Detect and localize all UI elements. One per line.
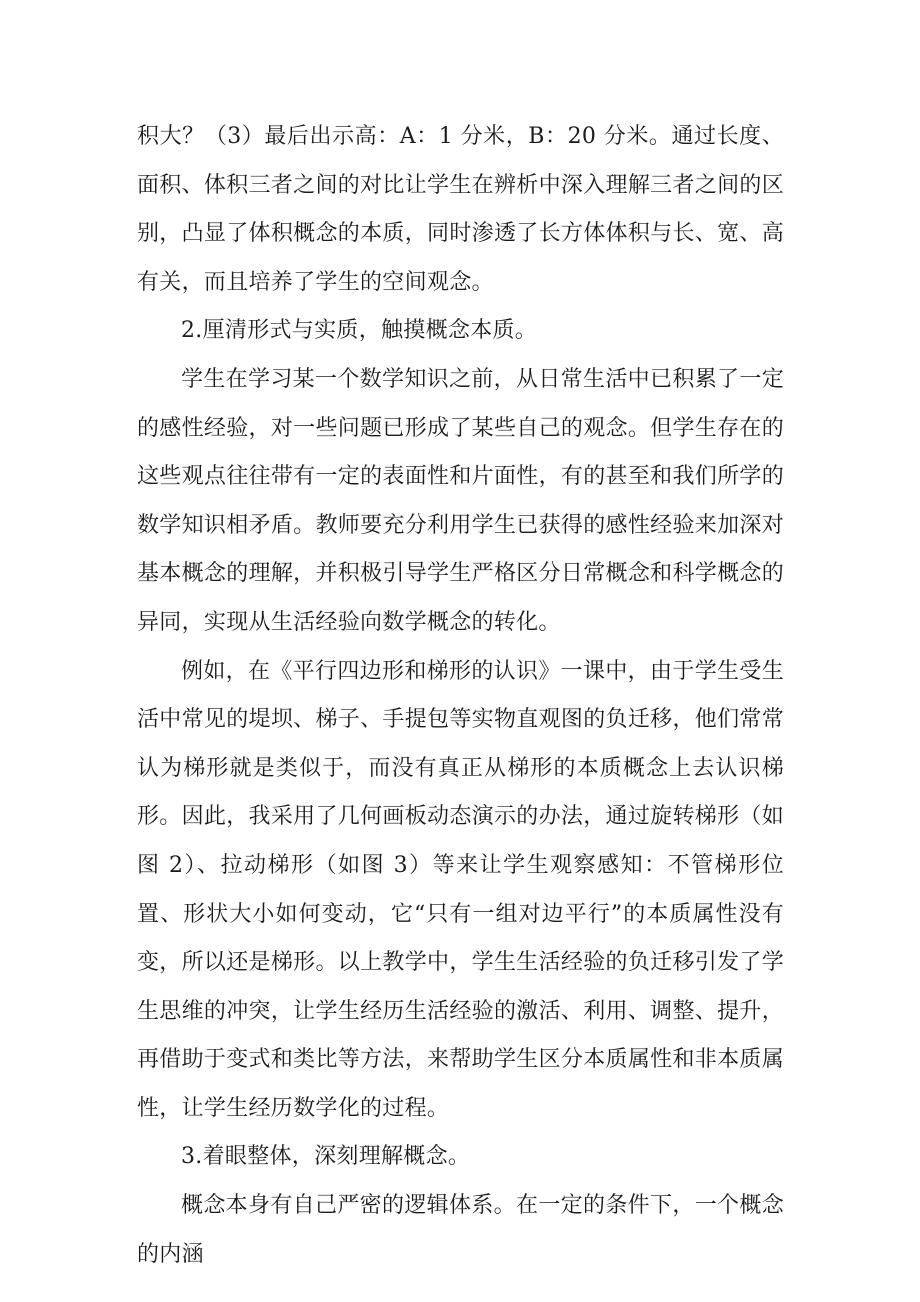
heading-whole-understanding: 3.着眼整体，深刻理解概念。 bbox=[181, 1144, 471, 1170]
paragraph-life-experience: 学生在学习某一个数学知识之前，从日常生活中已积累了一定的感性经验，对一些问题已形成了某些自己的观念。但学生存在的这些观点往往带有一定的表面性和片面性，有的甚至和我们所学的数学知识相矛盾。教师要充分利用学生已获得的感性经验来加深对基本概念的理解，并积极引导学生严格区分日常概念和科学概念的异同，实现从生活经验向数学概念的转化。 bbox=[137, 366, 784, 635]
paragraph-volume-comparison: 积大？（3）最后出示高：A：1 分米，B：20 分米。通过长度、面积、体积三者之间的对比让学生在辨析中深入理解三者之间的区别，凸显了体积概念的本质，同时渗透了长方体体积与长、宽、高有关，而且培养了学生的空间观念。 bbox=[137, 124, 784, 295]
heading-form-and-essence: 2.厘清形式与实质，触摸概念本质。 bbox=[181, 318, 538, 344]
paragraph-trapezoid-example: 例如，在《平行四边形和梯形的认识》一课中，由于学生受生活中常见的堤坝、梯子、手提包等实物直观图的负迁移，他们常常认为梯形就是类似于，而没有真正从梯形的本质概念上去认识梯形。因此，我采用了几何画板动态演示的办法，通过旋转梯形（如图 2）、拉动梯形（如图 3）等来让学生观察感知：不管梯形位置、形状大小如何变动，它“只有一组对边平行”的本质属性没有变，所以还是梯形。以上教学中，学生生活经验的负迁移引发了学生思维的冲突，让学生经历生活经验的激活、利用、调整、提升，再借助于变式和类比等方法，来帮助学生区分本质属性和非本质属性，让学生经历数学化的过程。 bbox=[137, 658, 784, 1121]
paragraph-concept-logic: 概念本身有自己严密的逻辑体系。在一定的条件下，一个概念的内涵 bbox=[137, 1193, 784, 1267]
